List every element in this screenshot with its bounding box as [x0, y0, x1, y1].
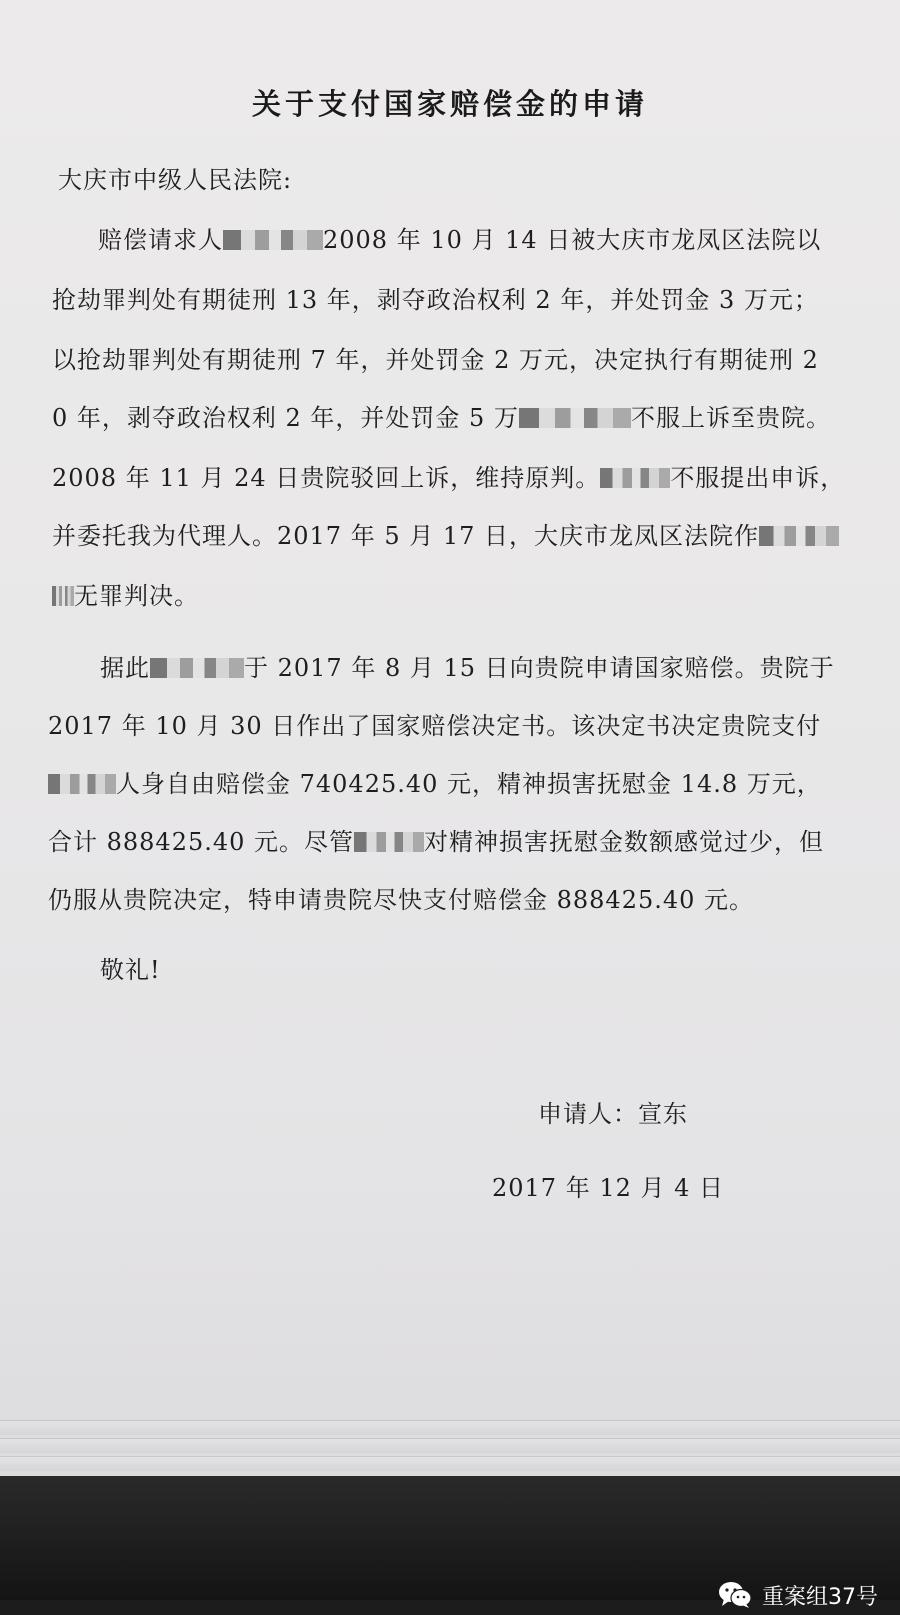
para2-line2: 2017 年 10 月 30 日作出了国家赔偿决定书。该决定书决定贵院支付 [48, 712, 822, 740]
para2-line3 [48, 764, 822, 799]
para2-line1-start: 据此 [100, 654, 150, 682]
para1-line1-start: 赔偿请求人 [98, 226, 223, 254]
para1-line7-end: 无罪判决。 [74, 582, 199, 610]
paper-edge [0, 1456, 900, 1471]
redaction-block [223, 230, 323, 250]
watermark [718, 1575, 878, 1615]
para1-line6 [52, 516, 839, 551]
redaction-block [48, 774, 116, 794]
para2-line3-end: 人身自由赔偿金 740425.40 元，精神损害抚慰金 14.8 万元， [116, 770, 822, 798]
para1-line4 [52, 398, 831, 433]
para2-line5: 仍服从贵院决定，特申请贵院尽快支付赔偿金 888425.40 元。 [48, 886, 755, 914]
redaction-block [150, 658, 244, 678]
para1-line7 [52, 576, 199, 611]
closing: 敬礼! [100, 956, 161, 984]
para1-line4-end: 不服上诉至贵院。 [630, 404, 831, 432]
para2-line4 [48, 822, 824, 857]
para2-line1 [100, 648, 835, 683]
para1-line5 [52, 458, 845, 493]
watermark-text: 重案组37号 [762, 1584, 878, 1610]
para2-line4-start: 合计 888425.40 元。尽管 [48, 828, 355, 856]
redaction-block [759, 526, 839, 546]
para2-line1-end: 于 2017 年 8 月 15 日向贵院申请国家赔偿。贵院于 [244, 654, 835, 682]
para1-line2: 抢劫罪判处有期徒刑 13 年，剥夺政治权利 2 年，并处罚金 3 万元； [52, 286, 819, 314]
para2-line4-end: 对精神损害抚慰金数额感觉过少，但 [424, 828, 825, 856]
redaction-block [519, 408, 631, 428]
signature: 申请人：宣东 [538, 1100, 688, 1128]
para1-line3: 以抢劫罪判处有期徒刑 7 年，并处罚金 2 万元，决定执行有期徒刑 2 [52, 346, 819, 374]
wechat-icon [718, 1581, 752, 1609]
paper-edge [0, 1438, 900, 1453]
redaction-block [52, 586, 74, 606]
para1-line4-start: 0 年，剥夺政治权利 2 年，并处罚金 5 万 [52, 404, 519, 432]
para1-line6-start: 并委托我为代理人。2017 年 5 月 17 日，大庆市龙凤区法院作 [52, 522, 760, 550]
date: 2017 年 12 月 4 日 [492, 1174, 725, 1202]
salutation: 大庆市中级人民法院: [58, 166, 293, 194]
redaction-block [600, 468, 670, 488]
paper-edge [0, 1420, 900, 1435]
para1-line5-start: 2008 年 11 月 24 日贵院驳回上诉，维持原判。 [52, 464, 601, 492]
para1-line1 [98, 220, 821, 255]
para1-line5-end: 不服提出申诉， [670, 464, 846, 492]
redaction-block [354, 832, 424, 852]
para1-line1-end: 2008 年 10 月 14 日被大庆市龙凤区法院以 [323, 226, 822, 254]
document-title: 关于支付国家赔偿金的申请 [251, 87, 648, 121]
